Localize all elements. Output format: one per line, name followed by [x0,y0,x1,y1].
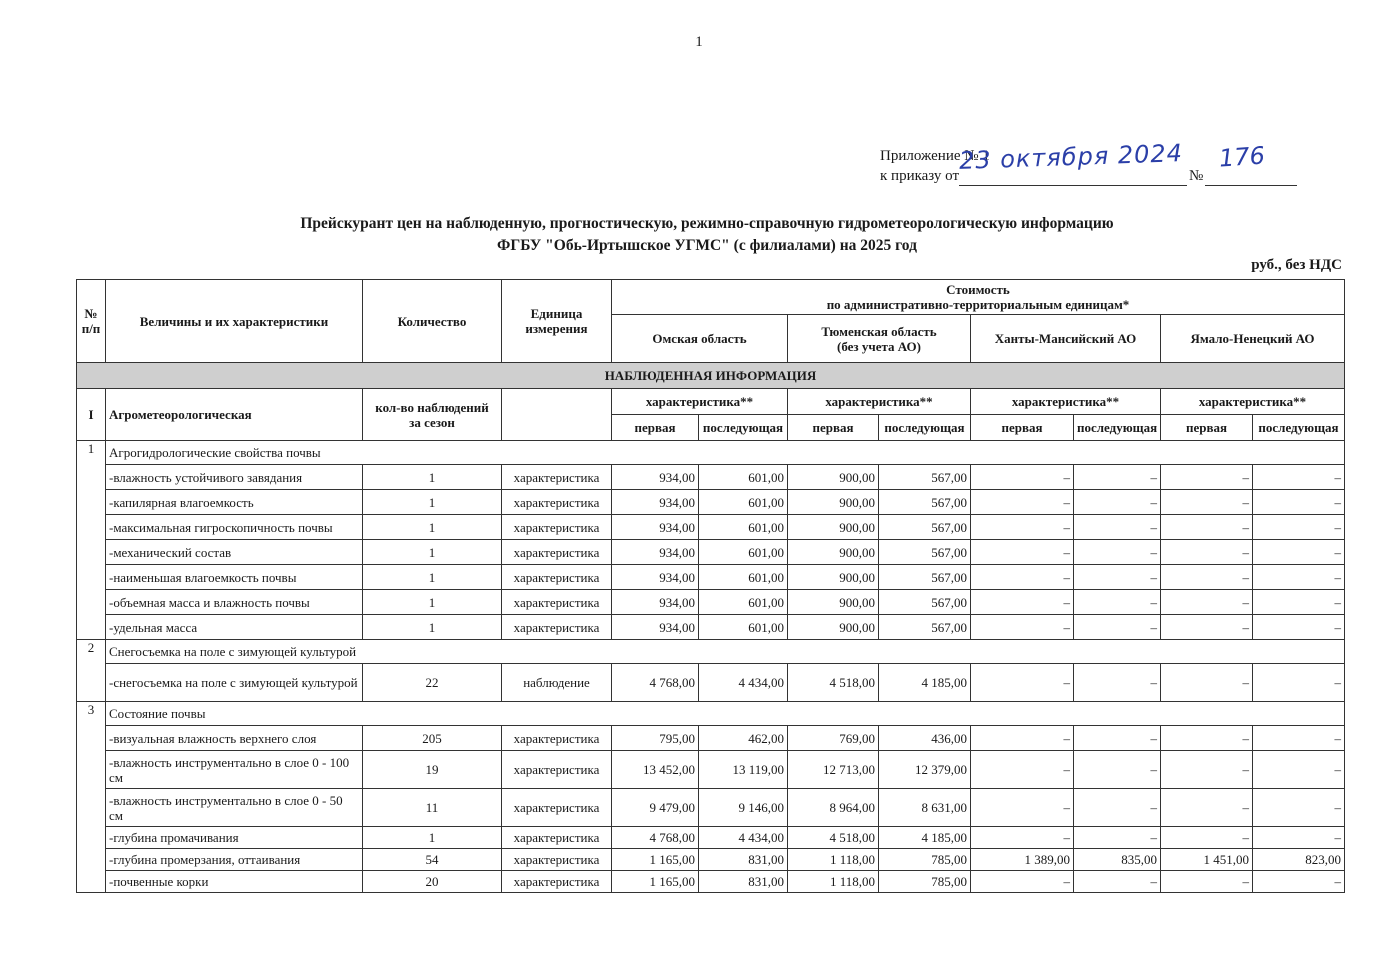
price-cell: – [1074,726,1161,751]
table-row [77,540,1345,565]
price-cell: – [1161,726,1253,751]
group-number: 2 [77,640,106,702]
price-cell: 900,00 [788,465,879,490]
price-cell: – [1253,726,1345,751]
price-cell: – [971,615,1074,640]
order-date-field [958,139,1187,186]
row-unit: характеристика [502,515,612,540]
price-cell: – [1161,827,1253,849]
subheader-unit-empty [502,389,612,441]
row-qty: 22 [363,664,502,702]
price-cell: 900,00 [788,615,879,640]
group-number: 3 [77,702,106,893]
price-cell: 1 389,00 [971,849,1074,871]
char-header-khmao: характеристика** [971,389,1161,415]
group-row [77,702,1345,726]
number-sign: № [1189,168,1204,184]
col-header-unit: Единица измерения [502,280,612,363]
units-note: руб., без НДС [1251,257,1342,273]
group-title: Снегосъемка на поле с зимующей культурой [106,640,1345,664]
price-cell: – [1253,540,1345,565]
row-unit: характеристика [502,590,612,615]
price-cell: – [1074,515,1161,540]
price-cell: – [971,827,1074,849]
row-unit: характеристика [502,751,612,789]
title-line-1: Прейскурант цен на наблюденную, прогностическую, режимно-справочную гидрометеорологическую информацию [300,215,1114,232]
section-row [77,363,1345,389]
table-row [77,827,1345,849]
price-cell: – [1253,565,1345,590]
price-cell: 567,00 [879,490,971,515]
price-cell: – [1161,751,1253,789]
price-cell: 934,00 [612,590,699,615]
price-cell: 4 768,00 [612,664,699,702]
price-cell: – [1161,615,1253,640]
price-cell: 567,00 [879,515,971,540]
handwritten-date: 23 октября 2024 [958,139,1184,175]
row-name: -наименьшая влагоемкость почвы [106,565,363,590]
price-cell: 13 452,00 [612,751,699,789]
price-cell: 1 451,00 [1161,849,1253,871]
price-cell: – [971,751,1074,789]
price-cell: 900,00 [788,565,879,590]
price-cell: – [971,465,1074,490]
first-khmao: первая [971,415,1074,441]
price-cell: 4 434,00 [699,664,788,702]
row-qty: 11 [363,789,502,827]
price-cell: 12 713,00 [788,751,879,789]
price-cell: – [1253,827,1345,849]
price-cell: 4 518,00 [788,664,879,702]
row-name: -объемная масса и влажность почвы [106,590,363,615]
table-row [77,615,1345,640]
first-omsk: первая [612,415,699,441]
price-cell: – [1074,590,1161,615]
row-unit: характеристика [502,615,612,640]
section-title: НАБЛЮДЕННАЯ ИНФОРМАЦИЯ [77,363,1345,389]
price-cell: – [1253,751,1345,789]
row-qty: 1 [363,565,502,590]
row-qty: 1 [363,590,502,615]
table-row [77,590,1345,615]
price-cell: – [1253,490,1345,515]
price-cell: 9 146,00 [699,789,788,827]
row-name: -капилярная влагоемкость [106,490,363,515]
row-unit: характеристика [502,490,612,515]
group-title: Агрогидрологические свойства почвы [106,441,1345,465]
price-cell: 934,00 [612,565,699,590]
group-title: Состояние почвы [106,702,1345,726]
price-cell: – [1074,540,1161,565]
row-name: -глубина промерзания, оттаивания [106,849,363,871]
price-cell: – [1253,465,1345,490]
char-header-omsk: характеристика** [612,389,788,415]
row-qty: 20 [363,871,502,893]
price-cell: 601,00 [699,490,788,515]
price-cell: 934,00 [612,540,699,565]
row-name: -влажность инструментально в слое 0 - 50 см [106,789,363,827]
row-unit: наблюдение [502,664,612,702]
cost-header-line2: по административно-территориальным единицам* [826,297,1130,312]
table-row [77,849,1345,871]
price-cell: 1 118,00 [788,871,879,893]
price-cell: 769,00 [788,726,879,751]
row-qty: 205 [363,726,502,751]
price-cell: – [971,515,1074,540]
price-cell: – [1253,615,1345,640]
subheader-qty: кол-во наблюдений за сезон [363,389,502,441]
row-qty: 19 [363,751,502,789]
price-cell: – [971,789,1074,827]
price-cell: 795,00 [612,726,699,751]
row-qty: 1 [363,515,502,540]
annex-title: Приложение № 1 [880,148,990,164]
price-cell: 601,00 [699,565,788,590]
price-cell: 567,00 [879,615,971,640]
subheader-num: I [77,389,106,441]
region-khmao: Ханты-Мансийский АО [971,315,1161,363]
price-cell: 4 768,00 [612,827,699,849]
table-row [77,726,1345,751]
row-name: -глубина промачивания [106,827,363,849]
row-name: -максимальная гигроскопичность почвы [106,515,363,540]
price-table [76,279,1345,893]
table-row [77,871,1345,893]
price-cell: – [1161,565,1253,590]
price-cell: 601,00 [699,615,788,640]
row-unit: характеристика [502,465,612,490]
price-cell: – [1253,664,1345,702]
price-cell: 4 518,00 [788,827,879,849]
price-cell: 831,00 [699,849,788,871]
price-cell: – [1074,615,1161,640]
group-row [77,441,1345,465]
price-cell: 823,00 [1253,849,1345,871]
price-cell: – [1161,515,1253,540]
table-row [77,490,1345,515]
price-cell: 567,00 [879,590,971,615]
annex-block [880,139,1297,186]
document-title [0,213,1374,257]
price-cell: – [971,664,1074,702]
col-header-name: Величины и их характеристики [106,280,363,363]
col-header-cost [612,280,1345,315]
price-cell: – [1074,789,1161,827]
row-unit: характеристика [502,789,612,827]
price-cell: – [1074,827,1161,849]
table-row [77,664,1345,702]
row-name: -влажность устойчивого завядания [106,465,363,490]
price-cell: – [1253,515,1345,540]
next-khmao: последующая [1074,415,1161,441]
price-cell: – [1161,465,1253,490]
group-row [77,640,1345,664]
price-cell: 900,00 [788,590,879,615]
price-cell: 567,00 [879,465,971,490]
price-cell: 785,00 [879,871,971,893]
price-cell: – [1161,871,1253,893]
table-row [77,789,1345,827]
annex-order-prefix: к приказу от [880,168,960,184]
order-number-field [1205,141,1297,186]
price-cell: – [1253,590,1345,615]
row-qty: 54 [363,849,502,871]
price-cell: 567,00 [879,565,971,590]
row-qty: 1 [363,490,502,515]
price-cell: 1 118,00 [788,849,879,871]
price-cell: 436,00 [879,726,971,751]
cost-header-line1: Стоимость [946,282,1010,297]
price-cell: 8 631,00 [879,789,971,827]
price-cell: – [971,565,1074,590]
first-yanao: первая [1161,415,1253,441]
char-header-yanao: характеристика** [1161,389,1345,415]
price-cell: 900,00 [788,515,879,540]
price-cell: 900,00 [788,540,879,565]
price-cell: 831,00 [699,871,788,893]
row-name: -влажность инструментально в слое 0 - 100 см [106,751,363,789]
price-cell: 785,00 [879,849,971,871]
price-cell: 4 185,00 [879,664,971,702]
price-cell: 13 119,00 [699,751,788,789]
region-omsk: Омская область [612,315,788,363]
row-name: -почвенные корки [106,871,363,893]
price-cell: – [971,540,1074,565]
row-unit: характеристика [502,849,612,871]
col-header-num: № п/п [77,280,106,363]
price-cell: – [1253,871,1345,893]
price-cell: – [1161,540,1253,565]
price-cell: 567,00 [879,540,971,565]
row-name: -снегосъемка на поле с зимующей культурой [106,664,363,702]
table-row [77,465,1345,490]
price-cell: 934,00 [612,465,699,490]
row-name: -механический состав [106,540,363,565]
price-cell: 462,00 [699,726,788,751]
price-cell: 601,00 [699,465,788,490]
price-cell: – [1074,664,1161,702]
price-cell: 601,00 [699,515,788,540]
row-qty: 1 [363,827,502,849]
region-tyumen: Тюменская область (без учета АО) [788,315,971,363]
row-qty: 1 [363,465,502,490]
group-number: 1 [77,441,106,640]
next-tyumen: последующая [879,415,971,441]
price-cell: 4 434,00 [699,827,788,849]
price-cell: 1 165,00 [612,871,699,893]
row-qty: 1 [363,540,502,565]
price-cell: – [971,726,1074,751]
row-unit: характеристика [502,540,612,565]
price-cell: – [971,871,1074,893]
row-name: -удельная масса [106,615,363,640]
price-cell: – [1253,789,1345,827]
price-cell: 601,00 [699,590,788,615]
table-row [77,751,1345,789]
subheader-name: Агрометеорологическая [106,389,363,441]
price-cell: – [971,490,1074,515]
region-yanao: Ямало-Ненецкий АО [1161,315,1345,363]
price-cell: 900,00 [788,490,879,515]
table-row [77,515,1345,540]
title-line-2: ФГБУ "Обь-Иртышское УГМС" (с филиалами) на 2025 год [497,237,917,254]
price-cell: – [1074,465,1161,490]
price-cell: – [1074,871,1161,893]
price-cell: 835,00 [1074,849,1161,871]
price-cell: 601,00 [699,540,788,565]
price-cell: 12 379,00 [879,751,971,789]
row-unit: характеристика [502,871,612,893]
price-cell: – [1074,565,1161,590]
price-cell: – [1161,664,1253,702]
price-cell: 4 185,00 [879,827,971,849]
row-unit: характеристика [502,827,612,849]
page-number: 1 [695,34,703,50]
price-cell: – [971,590,1074,615]
price-cell: – [1074,751,1161,789]
col-header-qty: Количество [363,280,502,363]
price-cell: 934,00 [612,490,699,515]
price-cell: 9 479,00 [612,789,699,827]
price-cell: 8 964,00 [788,789,879,827]
first-tyumen: первая [788,415,879,441]
price-cell: – [1161,490,1253,515]
next-yanao: последующая [1253,415,1345,441]
row-name: -визуальная влажность верхнего слоя [106,726,363,751]
handwritten-number: 176 [1218,141,1267,173]
price-cell: – [1161,789,1253,827]
char-header-tyumen: характеристика** [788,389,971,415]
table-row [77,565,1345,590]
row-qty: 1 [363,615,502,640]
row-unit: характеристика [502,726,612,751]
price-cell: 934,00 [612,515,699,540]
header-row-1 [77,280,1345,315]
price-cell: – [1074,490,1161,515]
price-cell: 1 165,00 [612,849,699,871]
subheader-row-1 [77,389,1345,415]
price-cell: 934,00 [612,615,699,640]
price-cell: – [1161,590,1253,615]
next-omsk: последующая [699,415,788,441]
row-unit: характеристика [502,565,612,590]
